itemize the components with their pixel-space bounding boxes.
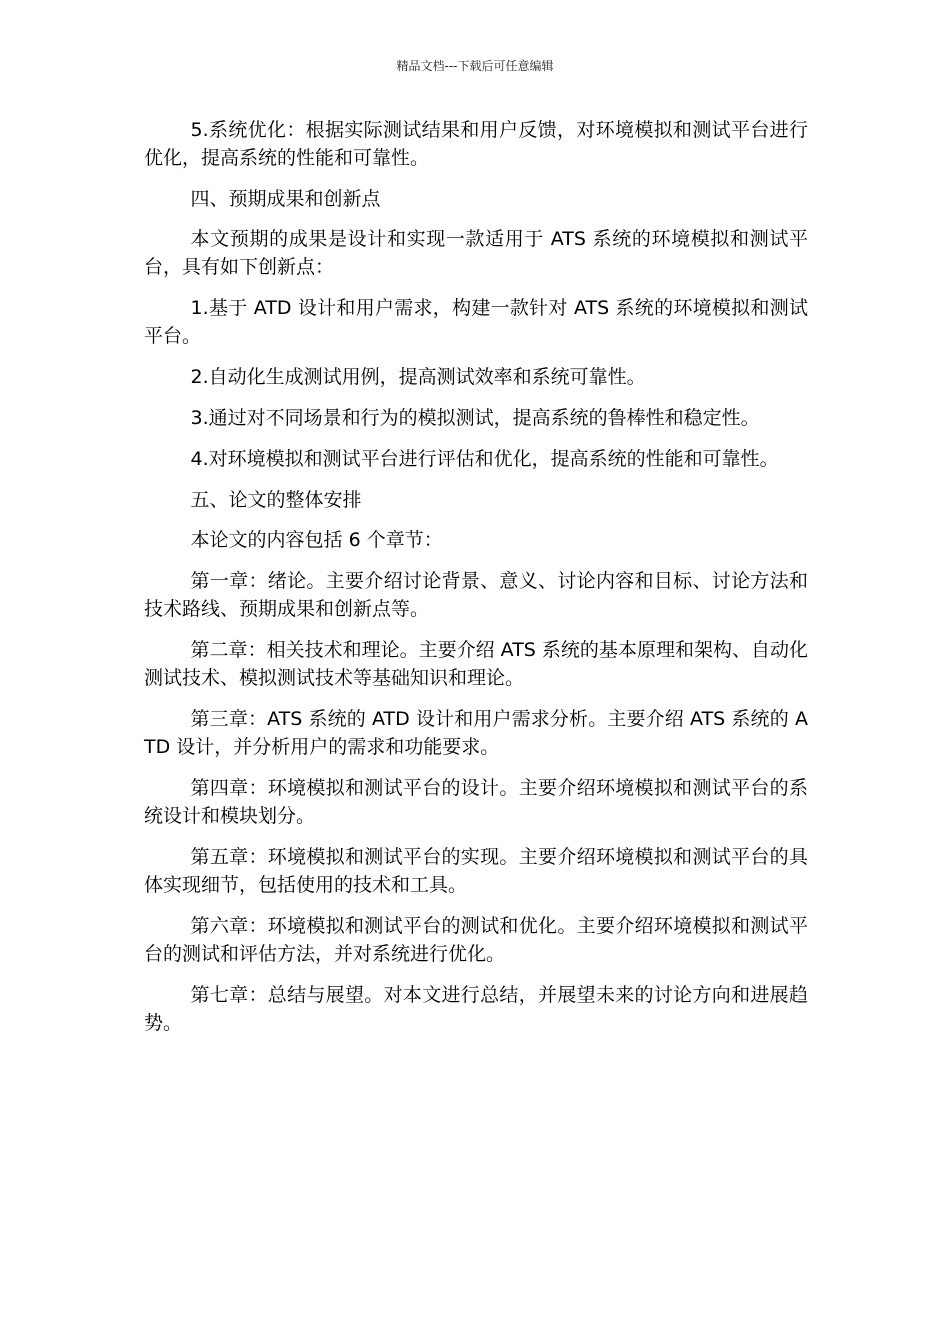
chapter-item-1: 第一章：绪论。主要介绍讨论背景、意义、讨论内容和目标、讨论方法和技术路线、预期成果和创新点等。 — [144, 570, 808, 620]
chapter-item-4: 第四章：环境模拟和测试平台的设计。主要介绍环境模拟和测试平台的系统设计和模块划分。 — [144, 777, 808, 827]
list-item-innovation-4: 4.对环境模拟和测试平台进行评估和优化，提高系统的性能和可靠性。 — [190, 448, 779, 470]
list-item-innovation-1: 1.基于 ATD 设计和用户需求，构建一款针对 ATS 系统的环境模拟和测试平台。 — [144, 297, 808, 347]
section-heading-thesis-structure: 五、论文的整体安排 — [190, 489, 362, 511]
list-item-innovation-2: 2.自动化生成测试用例，提高测试效率和系统可靠性。 — [190, 366, 646, 388]
paragraph-chapters-intro: 本论文的内容包括 6 个章节： — [190, 529, 443, 551]
list-item-innovation-3: 3.通过对不同场景和行为的模拟测试，提高系统的鲁棒性和稳定性。 — [190, 407, 760, 429]
chapter-item-3: 第三章：ATS 系统的 ATD 设计和用户需求分析。主要介绍 ATS 系统的 ATD 设计，并分析用户的需求和功能要求。 — [144, 708, 808, 758]
paragraph-system-optimization: 5.系统优化：根据实际测试结果和用户反馈，对环境模拟和测试平台进行优化，提高系统的性能和可靠性。 — [144, 119, 808, 169]
paragraph-expected-results-intro: 本文预期的成果是设计和实现一款适用于 ATS 系统的环境模拟和测试平台，具有如下创新点： — [144, 228, 808, 278]
page-header: 精品文档---下载后可任意编辑 — [396, 59, 554, 73]
section-heading-expected-results: 四、预期成果和创新点 — [190, 188, 381, 210]
document-body — [144, 116, 808, 1050]
chapter-item-7: 第七章：总结与展望。对本文进行总结，并展望未来的讨论方向和进展趋势。 — [144, 984, 808, 1034]
chapter-item-5: 第五章：环境模拟和测试平台的实现。主要介绍环境模拟和测试平台的具体实现细节，包括使用的技术和工具。 — [144, 846, 808, 896]
chapter-item-6: 第六章：环境模拟和测试平台的测试和优化。主要介绍环境模拟和测试平台的测试和评估方法，并对系统进行优化。 — [144, 915, 808, 965]
chapter-item-2: 第二章：相关技术和理论。主要介绍 ATS 系统的基本原理和架构、自动化测试技术、模拟测试技术等基础知识和理论。 — [144, 639, 808, 689]
